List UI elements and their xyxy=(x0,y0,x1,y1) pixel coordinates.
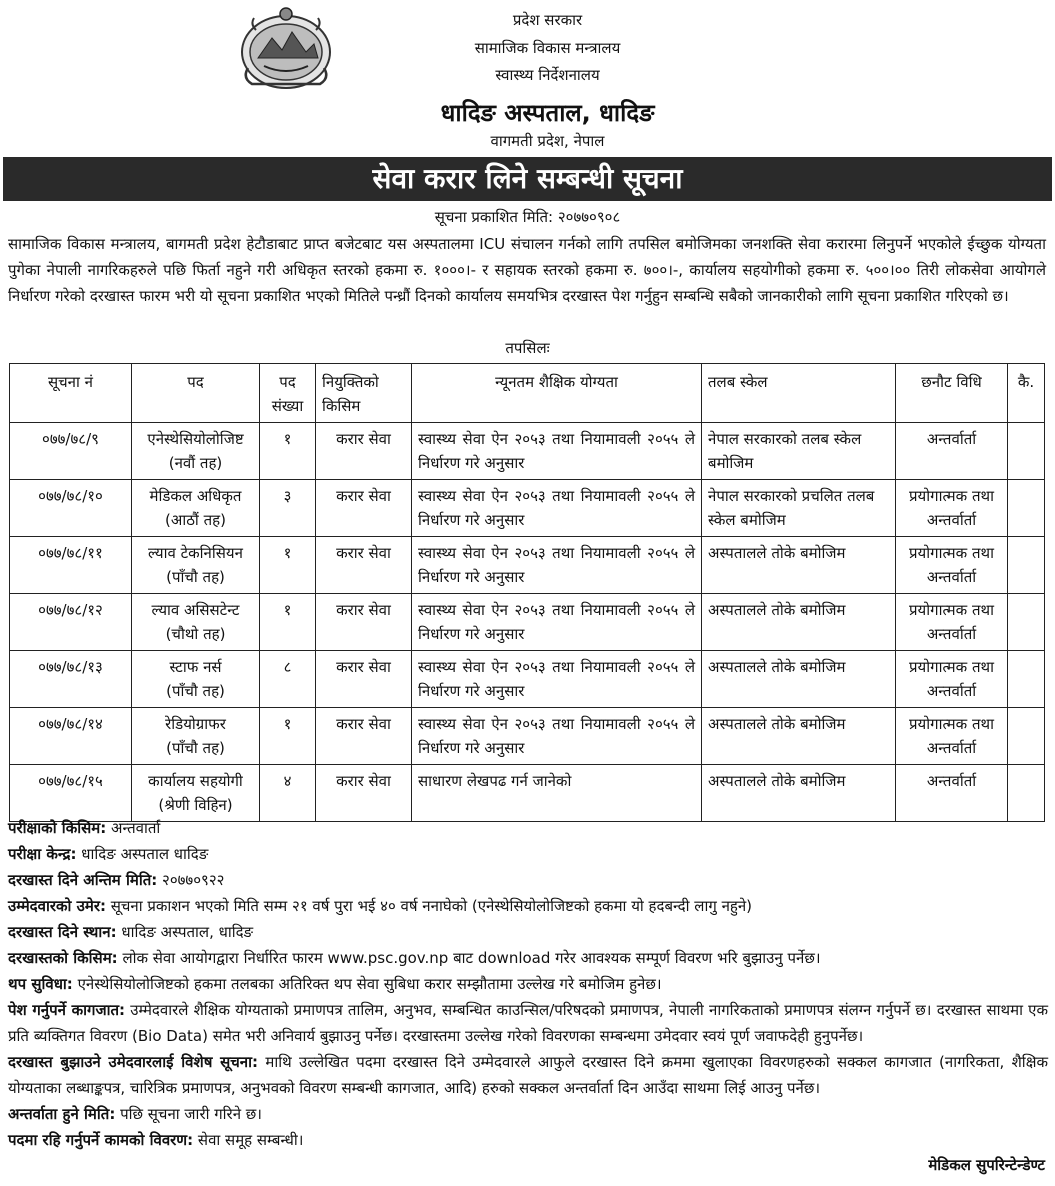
post-name: एनेस्थेसियोलोजिष्ट xyxy=(147,430,244,448)
note-label: परीक्षाको किसिम: xyxy=(8,819,107,837)
cell-qualification: स्वास्थ्य सेवा ऐन २०५३ तथा नियामावली २०५५ ले निर्धारण गरे अनुसार xyxy=(412,537,702,594)
cell-salary: नेपाल सरकारको प्रचलित तलब स्केल बमोजिम xyxy=(702,480,896,537)
cell-post xyxy=(132,708,260,765)
note-item xyxy=(8,997,1048,1049)
cell-remarks xyxy=(1008,480,1045,537)
note-item xyxy=(8,867,1048,893)
cell-notice-no: ०७७/७८/१५ xyxy=(10,765,132,822)
cell-count: १ xyxy=(260,594,316,651)
post-level: (चौथो तह) xyxy=(165,625,226,643)
col-header-appointment-type: नियुक्तिको किसिम xyxy=(316,364,412,423)
note-label: पदमा रहि गर्नुपर्ने कामको विवरण: xyxy=(8,1131,194,1149)
note-label: दरखास्त बुझाउने उमेदवारलाई विशेष सूचना: xyxy=(8,1053,259,1071)
note-label: थप सुविधा: xyxy=(8,975,73,993)
cell-qualification: स्वास्थ्य सेवा ऐन २०५३ तथा नियामावली २०५५ ले निर्धारण गरे अनुसार xyxy=(412,651,702,708)
cell-appointment-type: करार सेवा xyxy=(316,423,412,480)
col-header-notice-no: सूचना नं xyxy=(10,364,132,423)
table-row xyxy=(10,537,1045,594)
cell-count: ४ xyxy=(260,765,316,822)
note-label: दरखास्तको किसिम: xyxy=(8,949,118,967)
cell-selection: अन्तर्वार्ता xyxy=(896,423,1008,480)
col-header-post: पद xyxy=(132,364,260,423)
note-text: अन्तवार्ता xyxy=(106,819,161,837)
post-name: ल्याव असिसटेन्ट xyxy=(151,601,240,619)
note-label: दरखास्त दिने स्थान: xyxy=(8,923,117,941)
cell-appointment-type: करार सेवा xyxy=(316,765,412,822)
header-office: धादिङ अस्पताल, धादिङ xyxy=(440,99,655,127)
table-header-row xyxy=(10,364,1045,423)
col-header-salary: तलब स्केल xyxy=(702,364,896,423)
cell-count: १ xyxy=(260,708,316,765)
cell-remarks xyxy=(1008,537,1045,594)
cell-salary: अस्पतालले तोके बमोजिम xyxy=(702,651,896,708)
table-row xyxy=(10,708,1045,765)
cell-appointment-type: करार सेवा xyxy=(316,537,412,594)
post-name: रेडियोग्राफर xyxy=(165,715,226,733)
cell-salary: नेपाल सरकारको तलब स्केल बमोजिम xyxy=(702,423,896,480)
post-level: (नवौं तह) xyxy=(168,454,223,472)
table-row xyxy=(10,480,1045,537)
note-item xyxy=(8,893,1048,919)
cell-selection: प्रयोगात्मक तथा अन्तर्वार्ता xyxy=(896,651,1008,708)
note-text: २०७७०९२२ xyxy=(157,871,225,889)
cell-remarks xyxy=(1008,594,1045,651)
note-item xyxy=(8,945,1048,971)
cell-appointment-type: करार सेवा xyxy=(316,594,412,651)
col-header-qualification: न्यूनतम शैक्षिक योग्यता xyxy=(412,364,702,423)
note-text: उम्मेदवारले शैक्षिक योग्यताको प्रमाणपत्र तालिम, अनुभव, सम्बन्धित काउन्सिल/परिषदको प्रमाणपत्र, नेपाली नागरिकताको प्रमाणपत्र संलग्न गर्नुपर्ने छ। दरखास्त साथमा एक प्रति ब्यक्तिगत विवरण (Bio Data) समेत भरी अनिवार्य बुझाउनु पर्नेछ। दरखास्तमा उल्लेख गरेको विवरणका सम्बन्धमा उमेदवार स्वयं पूर्ण जवाफदेही हुनुपर्नेछ। xyxy=(8,1001,1048,1045)
publish-date: सूचना प्रकाशित मिति: २०७७०९०८ xyxy=(434,208,621,226)
signature-title: मेडिकल सुपरिन्टेन्डेण्ट xyxy=(928,1156,1045,1174)
note-item xyxy=(8,919,1048,945)
header-ministry: सामाजिक विकास मन्त्रालय xyxy=(474,39,621,57)
note-label: परीक्षा केन्द्र: xyxy=(8,845,77,863)
cell-notice-no: ०७७/७८/१४ xyxy=(10,708,132,765)
post-name: मेडिकल अधिकृत xyxy=(149,487,242,505)
cell-selection: प्रयोगात्मक तथा अन्तर्वार्ता xyxy=(896,708,1008,765)
post-level: (पाँचौ तह) xyxy=(166,682,225,700)
cell-count: ८ xyxy=(260,651,316,708)
cell-remarks xyxy=(1008,423,1045,480)
cell-qualification: स्वास्थ्य सेवा ऐन २०५३ तथा नियामावली २०५५ ले निर्धारण गरे अनुसार xyxy=(412,423,702,480)
post-name: ल्याव टेकनिसियन xyxy=(148,544,243,562)
cell-notice-no: ०७७/७८/१० xyxy=(10,480,132,537)
cell-appointment-type: करार सेवा xyxy=(316,651,412,708)
details-label: तपसिलः xyxy=(505,339,550,357)
cell-post xyxy=(132,765,260,822)
cell-qualification: स्वास्थ्य सेवा ऐन २०५३ तथा नियामावली २०५५ ले निर्धारण गरे अनुसार xyxy=(412,594,702,651)
note-label: पेश गर्नुपर्ने कागजात: xyxy=(8,1001,126,1019)
note-label: उम्मेदवारको उमेर: xyxy=(8,897,106,915)
cell-selection: प्रयोगात्मक तथा अन्तर्वार्ता xyxy=(896,594,1008,651)
cell-selection: अन्तर्वार्ता xyxy=(896,765,1008,822)
note-item xyxy=(8,1101,1048,1127)
note-item xyxy=(8,815,1048,841)
header-address: वागमती प्रदेश, नेपाल xyxy=(490,132,605,150)
cell-salary: अस्पतालले तोके बमोजिम xyxy=(702,537,896,594)
note-text: धादिङ अस्पताल, धादिङ xyxy=(116,923,254,941)
note-label: दरखास्त दिने अन्तिम मिति: xyxy=(8,871,158,889)
note-text: सेवा समूह सम्बन्धी। xyxy=(193,1131,304,1149)
cell-salary: अस्पतालले तोके बमोजिम xyxy=(702,765,896,822)
cell-count: १ xyxy=(260,423,316,480)
cell-qualification: स्वास्थ्य सेवा ऐन २०५३ तथा नियामावली २०५५ ले निर्धारण गरे अनुसार xyxy=(412,708,702,765)
post-name: कार्यालय सहयोगी xyxy=(148,772,243,790)
col-header-remarks: कै. xyxy=(1008,364,1045,423)
cell-appointment-type: करार सेवा xyxy=(316,708,412,765)
post-level: (पाँचौ तह) xyxy=(166,568,225,586)
cell-notice-no: ०७७/७८/१२ xyxy=(10,594,132,651)
table-row xyxy=(10,765,1045,822)
note-text: एनेस्थेसियोलोजिष्टको हकमा तलबका अतिरिक्त थप सेवा सुबिधा करार सम्झौतामा उल्लेख गरे बमोजिम हुनेछ। xyxy=(72,975,662,993)
cell-remarks xyxy=(1008,651,1045,708)
cell-appointment-type: करार सेवा xyxy=(316,480,412,537)
cell-selection: प्रयोगात्मक तथा अन्तर्वार्ता xyxy=(896,537,1008,594)
vacancy-table xyxy=(9,363,1045,822)
cell-count: ३ xyxy=(260,480,316,537)
post-level: (पाँचौ तह) xyxy=(166,739,225,757)
cell-qualification: स्वास्थ्य सेवा ऐन २०५३ तथा नियामावली २०५५ ले निर्धारण गरे अनुसार xyxy=(412,480,702,537)
header-province: प्रदेश सरकार xyxy=(512,11,583,29)
notice-title-banner: सेवा करार लिने सम्बन्धी सूचना xyxy=(3,157,1052,201)
cell-notice-no: ०७७/७८/९ xyxy=(10,423,132,480)
cell-post xyxy=(132,594,260,651)
cell-post xyxy=(132,651,260,708)
col-header-count: पद संख्या xyxy=(260,364,316,423)
table-row xyxy=(10,423,1045,480)
note-item xyxy=(8,1127,1048,1153)
table-row xyxy=(10,594,1045,651)
note-text: लोक सेवा आयोगद्वारा निर्धारित फारम www.psc.gov.np बाट download गरेर आवश्यक सम्पूर्ण विवरण भरि बुझाउनु पर्नेछ। xyxy=(117,949,821,967)
cell-salary: अस्पतालले तोके बमोजिम xyxy=(702,708,896,765)
table-row xyxy=(10,651,1045,708)
intro-paragraph: सामाजिक विकास मन्त्रालय, बागमती प्रदेश हेटौडाबाट प्राप्त बजेटबाट यस अस्पतालमा ICU संचालन गर्नको लागि तपसिल बमोजिमका जनशक्ति सेवा करारमा लिनुपर्ने भएकोले ईच्छुक योग्यता पुगेका नेपाली नागरिकहरुले पछि फिर्ता नहुने गरी अधिकृत स्तरको हकमा रु. १०००।- र सहायक स्तरको हकमा रु. ७००।-, कार्यालय सहयोगीको हकमा रु. ५००।०० तिरी लोकसेवा आयोगले निर्धारण गरेको दरखास्त फारम भरी यो सूचना प्रकाशित भएको मितिले पन्ध्रौं दिनको कार्यालय समयभित्र दरखास्त पेश गर्नुहुन सम्बन्धि सबैको जानकारीको लागि सूचना प्रकाशित गरिएको छ। xyxy=(8,235,1046,305)
cell-post xyxy=(132,537,260,594)
cell-salary: अस्पतालले तोके बमोजिम xyxy=(702,594,896,651)
cell-post xyxy=(132,423,260,480)
post-level: (श्रेणी विहिन) xyxy=(158,796,233,814)
note-item xyxy=(8,971,1048,997)
note-text: सूचना प्रकाशन भएको मिति सम्म २१ वर्ष पुरा भई ४० वर्ष ननाघेको (एनेस्थेसियोलोजिष्टको हकमा यो हदबन्दी लागु नहुने) xyxy=(105,897,753,915)
cell-remarks xyxy=(1008,708,1045,765)
col-header-selection: छनौट विधि xyxy=(896,364,1008,423)
cell-notice-no: ०७७/७८/११ xyxy=(10,537,132,594)
note-text: माथि उल्लेखित पदमा दरखास्त दिने उम्मेदवारले आफुले दरखास्त दिने क्रममा खुलाएका विवरणहरुको सक्कल कागजात (नागरिकता, शैक्षिक योग्यताका लब्धाङ्कपत्र, चारित्रिक प्रमाणपत्र, अनुभवको विवरण सम्बन्धी कागजात, आदि) हरुको सक्कल अन्तर्वार्ता दिन आउँदा साथमा लिई आउनु पर्नेछ। xyxy=(8,1053,1048,1097)
header-directorate: स्वास्थ्य निर्देशनालय xyxy=(495,66,600,84)
cell-qualification: साधारण लेखपढ गर्न जानेको xyxy=(412,765,702,822)
notes-section xyxy=(8,815,1048,1153)
post-level: (आठौं तह) xyxy=(165,511,226,529)
cell-selection: प्रयोगात्मक तथा अन्तर्वार्ता xyxy=(896,480,1008,537)
note-item xyxy=(8,841,1048,867)
cell-post xyxy=(132,480,260,537)
note-item xyxy=(8,1049,1048,1101)
cell-remarks xyxy=(1008,765,1045,822)
note-label: अन्तर्वाता हुने मिति: xyxy=(8,1105,116,1123)
post-name: स्टाफ नर्स xyxy=(169,658,222,676)
cell-notice-no: ०७७/७८/१३ xyxy=(10,651,132,708)
note-text: पछि सूचना जारी गरिने छ। xyxy=(115,1105,262,1123)
note-text: धादिङ अस्पताल धादिङ xyxy=(76,845,209,863)
cell-count: १ xyxy=(260,537,316,594)
